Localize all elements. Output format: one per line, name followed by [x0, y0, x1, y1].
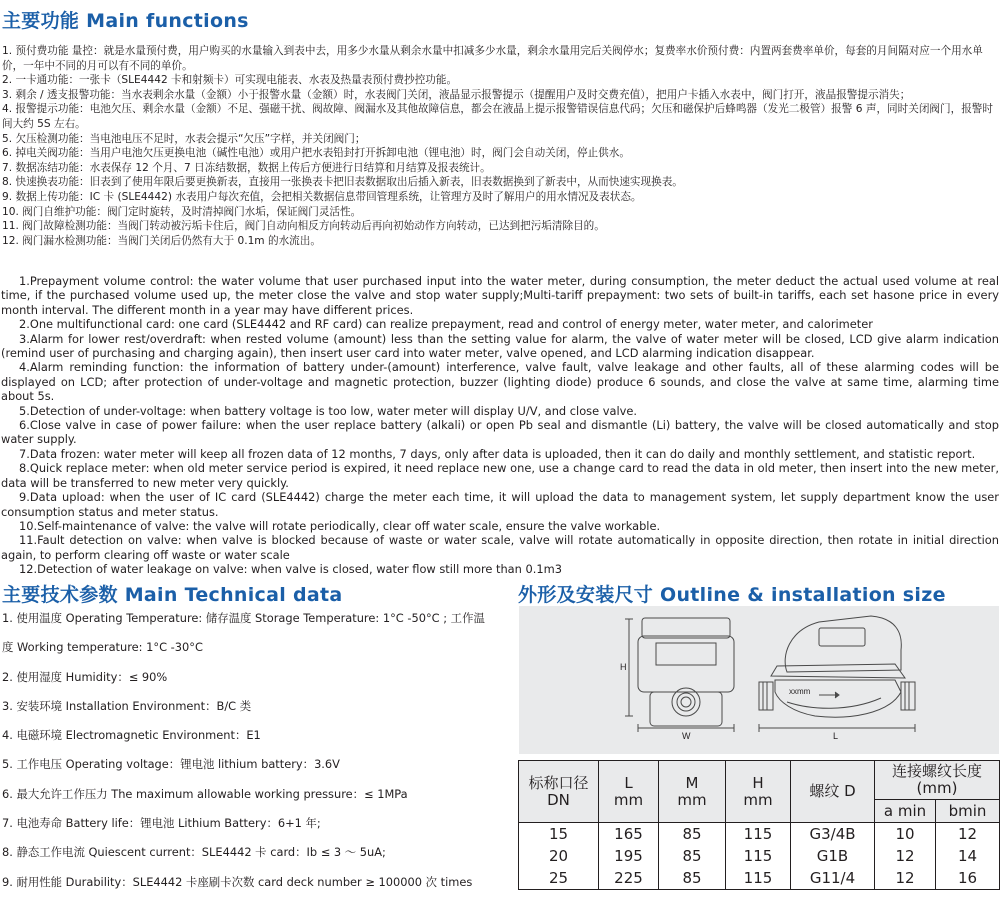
en-function-item: 5.Detection of under-voltage: when battery voltage is too low, water meter will display U/V, and close valve. — [19, 403, 637, 418]
tech-item: 4. 电磁环境 Electromagnetic Environment：E1 — [2, 728, 261, 743]
en-function-item: 12.Detection of water leakage on valve: when valve is closed, water flow still more than 0.1m3 — [19, 562, 562, 577]
tech-item: 3. 安装环境 Installation Environment：B/C 类 — [2, 698, 252, 713]
cell-dn: 20 — [519, 845, 599, 867]
header-h: H mm — [726, 761, 791, 823]
cell-b-min: 12 — [936, 823, 1000, 846]
en-function-item: 4.Alarm reminding function: the information of battery under-(amount) interference, valve fault, valve leakage and other faults, all of these alarming codes will be displayed on LCD; after protection of under-voltage and magnetic protection, buzzer (lighting diode) produce 6 sounds, and close the valve at same time, alarming time about 5s. — [1, 360, 999, 404]
cn-function-item: 7. 数据冻结功能：水表保存 12 个月、7 日冻结数据，数据上传后方便进行日结算和月结算及报表统计。 — [2, 161, 491, 174]
table-row — [519, 845, 1000, 867]
en-function-item: 3.Alarm for lower rest/overdraft: when rested volume (amount) less than the setting value for alarm, the valve of water meter will be closed, LCD give alarm indication (remind user of purchasing and charging again), then insert user card into water meter, valve opened, and LCD alarming indication disappear. — [1, 331, 999, 361]
en-function-item: 2.One multifunctional card: one card (SLE4442 and RF card) can realize prepayment, read and control of energy meter, water meter, and calorimeter — [19, 317, 873, 332]
meter-outline-svg — [519, 606, 999, 754]
en-function-item: 8.Quick replace meter: when old meter service period is expired, it need replace new one, use a change card to read the data in old meter, then insert into the new meter, data will be transferred to new meter very quickly. — [1, 461, 999, 490]
cn-function-item: 4. 报警提示功能：电池欠压、剩余水量（金额）不足、强磁干扰、阀故障、阀漏水及其他故障信息，都会在液晶上提示报警错误信息代码；欠压和磁保护后蜂鸣器（发光二极管）报警 6 声，同时关闭阀门，报警时间大约 5S 左右。 — [2, 103, 993, 130]
main-functions-heading: 主要功能 Main functions — [2, 10, 249, 32]
tech-item: 8. 静态工作电流 Quiescent current：SLE4442 卡 card：Ib ≤ 3 ～ 5uA; — [2, 845, 386, 860]
table-row — [519, 867, 1000, 890]
dimension-table — [518, 760, 1000, 890]
technical-data-heading: 主要技术参数 Main Technical data — [2, 584, 343, 606]
tech-item: 6. 最大允许工作压力 The maximum allowable working pressure：≤ 1MPa — [2, 786, 408, 801]
tech-item: 7. 电池寿命 Battery life：锂电池 Lithium Battery：6+1 年; — [2, 816, 321, 831]
cell-thread: G3/4B — [791, 823, 875, 846]
cell-thread: G1B — [791, 845, 875, 867]
outline-drawing — [519, 606, 999, 754]
header-b-min: bmin — [936, 800, 1000, 823]
header-m: M mm — [659, 761, 726, 823]
cell-l: 225 — [599, 867, 659, 890]
header-a-min: a min — [875, 800, 936, 823]
tech-item: 9. 耐用性能 Durability：SLE4442 卡座刷卡次数 card deck number ≥ 100000 次 times — [2, 874, 473, 889]
header-l: L mm — [599, 761, 659, 823]
tech-item: 5. 工作电压 Operating voltage：锂电池 lithium battery：3.6V — [2, 757, 340, 772]
main-functions-english-list — [1, 274, 999, 577]
technical-data-list — [2, 604, 507, 897]
cell-h: 115 — [726, 867, 791, 890]
tech-item: 1. 使用温度 Operating Temperature: 储存温度 Storage Temperature: 1°C -50°C ; 工作温 — [2, 611, 485, 625]
header-thread: 螺纹 D — [791, 761, 875, 823]
en-function-item: 10.Self-maintenance of valve: the valve will rotate periodically, clear off water scale, ensure the valve workable. — [19, 518, 661, 533]
cn-function-item: 1. 预付费功能 量控：就是水量预付费，用户购买的水量输入到表中去，用多少水量从剩余水量中扣减多少水量，剩余水量用完后关阀停水；复费率水价预付费：内置两套费率单价，每套的月间隔对应一个用水单价，一年中不同的月可以有不同的单价。 — [2, 45, 983, 72]
en-function-item: 9.Data upload: when the user of IC card (SLE4442) charge the meter each time, it will upload the data to management system, let supply department know the user consumption status and meter status. — [1, 490, 999, 519]
length-dimension-label: L — [833, 731, 839, 741]
en-function-item: 11.Fault detection on valve: when valve is blocked because of waste or water scale, valve will rotate automatically in opposite direction, then rotate in initial direction again, to perform clearing off waste or water scale — [1, 533, 999, 562]
side-view-drawing — [759, 616, 915, 732]
cn-function-item: 9. 数据上传功能：IC 卡 (SLE4442) 水表用户每次充值，会把相关数据信息带回管理系统，让管理方及时了解用户的用水情况及表状态。 — [2, 190, 642, 203]
cell-dn: 25 — [519, 867, 599, 890]
cell-thread: G11/4 — [791, 867, 875, 890]
cell-a-min: 12 — [875, 867, 936, 890]
front-view-drawing — [625, 618, 734, 732]
cn-function-item: 11. 阀门故障检测功能：当阀门转动被污垢卡住后，阀门自动向相反方向转动后再向初始动作方向转动，已达到把污垢清除目的。 — [2, 220, 605, 233]
header-dn: 标称口径 DN — [519, 761, 599, 823]
cell-b-min: 16 — [936, 867, 1000, 890]
cn-function-item: 5. 欠压检测功能：当电池电压不足时，水表会提示“欠压”字样，并关闭阀门； — [2, 132, 366, 145]
table-row — [519, 823, 1000, 846]
cell-a-min: 10 — [875, 823, 936, 846]
cell-l: 165 — [599, 823, 659, 846]
cn-function-item: 10. 阀门自维护功能：阀门定时旋转，及时清掉阀门水垢，保证阀门灵活性。 — [2, 205, 362, 218]
en-function-item: 1.Prepayment volume control: the water volume that user purchased input into the water meter, during consumption, the meter deduct the actual used volume at real time, if the purchased volume used up, the meter close the valve and stop water supply;Multi-tariff prepayment: two sets of built-in tariffs, each set hasone price in every month interval. The different month in a year may have different prices. — [1, 274, 999, 317]
cn-function-item: 3. 剩余 / 透支报警功能：当水表剩余水量（金额）小于报警水量（金额）时，水表阀门关闭，液晶显示报警提示（提醒用户及时交费充值），把用户卡插入水表中，阀门打开，液晶报警提示消失； — [2, 88, 911, 101]
cell-dn: 15 — [519, 823, 599, 846]
cell-m: 85 — [659, 867, 726, 890]
en-function-item: 6.Close valve in case of power failure: when the user replace battery (alkali) or open Pb seal and dismantle (Li) battery, the valve will be closed automatically and stop water supply. — [1, 418, 999, 447]
cn-function-item: 12. 阀门漏水检测功能：当阀门关闭后仍然有大于 0.1m 的水流出。 — [2, 234, 321, 247]
cell-h: 115 — [726, 845, 791, 867]
cn-function-item: 2. 一卡通功能：一张卡（SLE4442 卡和射频卡）可实现电能表、水表及热量表预付费抄控功能。 — [2, 74, 458, 87]
cell-m: 85 — [659, 845, 726, 867]
cn-function-item: 8. 快速换表功能：旧表到了使用年限后要更换新表，直接用一张换表卡把旧表数据取出后插入新表，旧表数据换到了新表中，从而快速实现换表。 — [2, 176, 683, 189]
tech-item: 度 Working temperature: 1°C -30°C — [2, 640, 203, 655]
outline-heading: 外形及安装尺寸 Outline & installation size — [518, 584, 946, 606]
cell-m: 85 — [659, 823, 726, 846]
header-thread-length: 连接螺纹长度 (mm) — [875, 761, 1000, 800]
cell-a-min: 12 — [875, 845, 936, 867]
cell-h: 115 — [726, 823, 791, 846]
en-function-item: 7.Data frozen: water meter will keep all frozen data of 12 months, 7 days, only after data is uploaded, then it can do daily and monthly settlement, and statistic report. — [19, 446, 976, 461]
cell-l: 195 — [599, 845, 659, 867]
thread-dimension-label: xxmm — [789, 687, 811, 696]
cell-b-min: 14 — [936, 845, 1000, 867]
tech-item: 2. 使用湿度 Humidity：≤ 90% — [2, 669, 168, 684]
height-dimension-label: H — [620, 662, 627, 672]
width-dimension-label: W — [682, 731, 691, 741]
main-functions-chinese-list — [2, 44, 1000, 248]
cn-function-item: 6. 掉电关阀功能：当用户电池欠压更换电池（碱性电池）或用户把水表铅封打开拆卸电池（锂电池）时，阀门会自动关闭，停止供水。 — [2, 147, 630, 160]
